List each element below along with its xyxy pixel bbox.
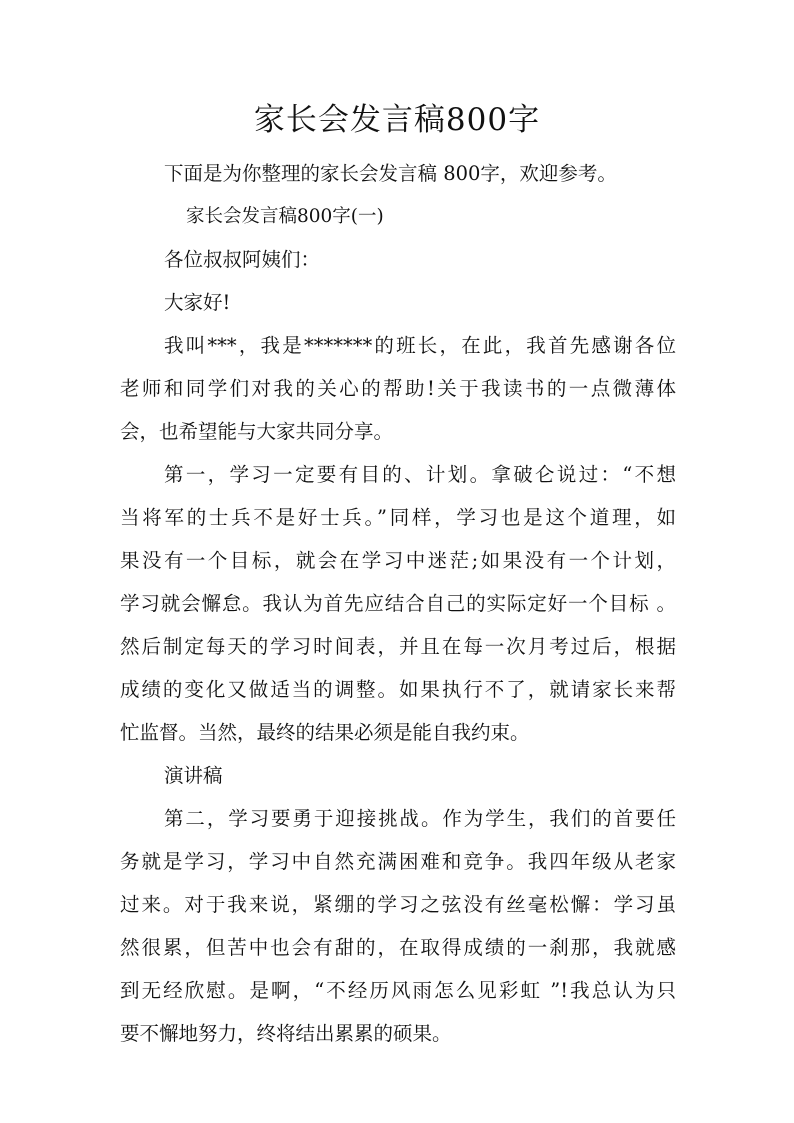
paragraph-line: 当将军的士兵不是好士兵。”同样，学习也是这个道理，如 (120, 506, 676, 529)
paragraph-line: 然很累，但苦中也会有甜的，在取得成绩的一刹那，我就感 (120, 936, 676, 959)
paragraph-line: 到无经欣慰。是啊，“不经历风雨怎么见彩虹 ”!我总认为只 (120, 979, 676, 1002)
greeting-line: 大家好! (164, 291, 231, 314)
paragraph-line: 成绩的变化又做适当的调整。如果执行不了，就请家长来帮 (120, 678, 676, 701)
paragraph-line: 过来。对于我来说，紧绷的学习之弦没有丝毫松懈：学习虽 (120, 893, 676, 916)
paragraph-line: 忙监督。当然，最终的结果必须是能自我约束。 (120, 721, 530, 744)
paragraph-line: 老师和同学们对我的关心的帮助!关于我读书的一点微薄体 (120, 377, 676, 400)
salutation-line: 各位叔叔阿姨们： (164, 248, 321, 271)
paragraph-line: 会，也希望能与大家共同分享。 (120, 420, 394, 443)
intro-line: 下面是为你整理的家长会发言稿 800字，欢迎参考。 (164, 162, 617, 185)
heading-line: 演讲稿 (164, 764, 223, 787)
paragraph-line: 务就是学习，学习中自然充满困难和竞争。我四年级从老家 (120, 850, 676, 873)
document-body (120, 152, 676, 1055)
paragraph-line: 学习就会懈怠。我认为首先应结合自己的实际定好一个目标 。 (120, 592, 676, 615)
paragraph-line: 果没有一个目标，就会在学习中迷茫;如果没有一个计划， (120, 549, 676, 572)
paragraph-line: 然后制定每天的学习时间表，并且在每一次月考过后，根据 (120, 635, 676, 658)
paragraph-line: 我叫***，我是*******的班长，在此，我首先感谢各位 (164, 334, 676, 357)
section-subtitle: 家长会发言稿800字(一) (186, 206, 384, 227)
paragraph-line: 要不懈地努力，终将结出累累的硕果。 (120, 1022, 452, 1045)
paragraph-line: 第二，学习要勇于迎接挑战。作为学生，我们的首要任 (164, 807, 676, 830)
paragraph-line: 第一，学习一定要有目的、计划。拿破仑说过：“不想 (164, 463, 676, 486)
document-title: 家长会发言稿800字 (253, 102, 541, 138)
